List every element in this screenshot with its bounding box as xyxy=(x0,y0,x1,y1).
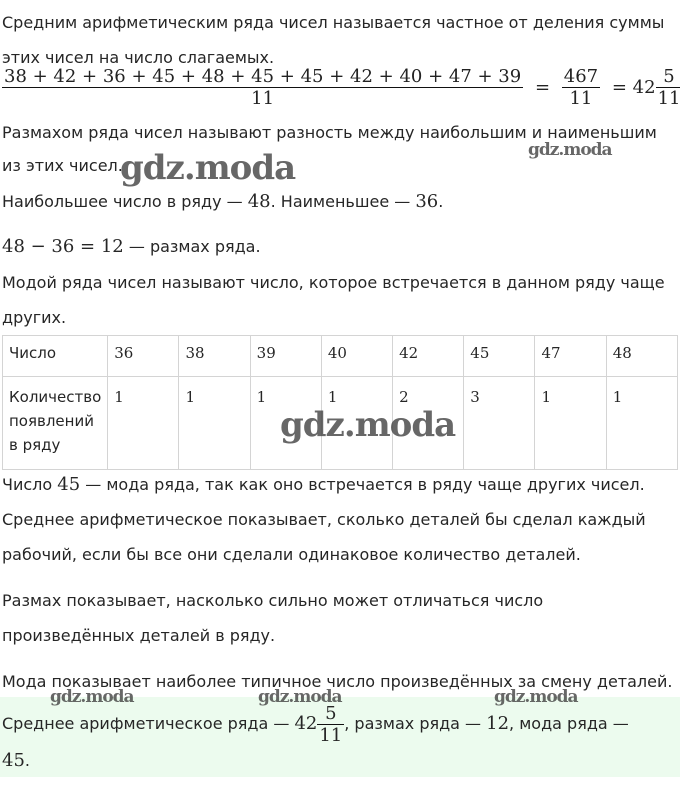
total-fraction xyxy=(562,66,600,109)
number-cell: 36 xyxy=(108,336,179,377)
number-cell: 39 xyxy=(250,336,321,377)
count-cell: 1 xyxy=(250,377,321,470)
range-expression: 48 − 36 = 12 xyxy=(2,236,124,257)
equals-sign-1: = xyxy=(534,76,551,98)
mixed-denominator: 11 xyxy=(657,88,680,109)
count-cell: 1 xyxy=(606,377,677,470)
answer-range-label: , размах ряда — xyxy=(344,714,487,733)
answer-box xyxy=(0,697,680,777)
mode-explanation: Мода показывает наиболее типичное число произведённых за смену деталей. xyxy=(2,672,673,691)
row-header-count: Количество появлений в ряду xyxy=(3,377,108,470)
answer-text xyxy=(2,703,674,780)
number-cell: 42 xyxy=(393,336,464,377)
total-numerator: 467 xyxy=(563,66,599,87)
mean-explanation-line-1: Среднее арифметическое показывает, сколько деталей бы сделал каждый xyxy=(2,510,646,529)
mean-explanation-line-2: рабочий, если бы все они сделали одинаковое количество деталей. xyxy=(2,545,581,564)
max-min-line xyxy=(2,183,678,220)
count-cell: 2 xyxy=(393,377,464,470)
range-definition-line-2: из этих чисел. xyxy=(2,156,123,175)
number-cell: 38 xyxy=(179,336,250,377)
answer-mean-numerator: 5 xyxy=(317,703,344,725)
min-value: 36 xyxy=(415,191,439,212)
watermark-logo: gdz.moda xyxy=(120,148,296,188)
count-cell: 1 xyxy=(108,377,179,470)
mode-value: 45 xyxy=(57,474,81,495)
number-cell: 47 xyxy=(535,336,606,377)
count-cell: 1 xyxy=(179,377,250,470)
watermark-logo: gdz.moda xyxy=(528,140,612,160)
mixed-whole: = 42 xyxy=(611,76,656,98)
answer-period: . xyxy=(24,751,30,770)
row-header-number: Число xyxy=(3,336,108,377)
period: . xyxy=(438,192,444,211)
mean-explanation xyxy=(2,501,678,573)
sum-denominator: 11 xyxy=(251,88,275,109)
count-cell: 3 xyxy=(464,377,535,470)
number-cell: 45 xyxy=(464,336,535,377)
count-cell: 1 xyxy=(321,377,392,470)
answer-mean-denominator: 11 xyxy=(319,725,343,746)
answer-mode-value: 45 xyxy=(2,750,25,771)
mode-definition xyxy=(2,264,678,336)
mean-definition-line-2: этих чисел на число слагаемых. xyxy=(2,48,275,67)
range-calculation-text: — размах ряда. xyxy=(123,237,261,256)
answer-mode-label: , мода ряда — xyxy=(509,714,629,733)
watermark-logo: gdz.moda xyxy=(494,687,578,707)
max-value: 48 xyxy=(247,191,271,212)
range-definition-line-1: Размахом ряда чисел называют разность между наибольшим и наименьшим xyxy=(2,123,657,142)
answer-mean-whole: 42 xyxy=(294,713,318,734)
range-explanation-line-2: произведённых деталей в ряду. xyxy=(2,626,276,645)
mixed-numerator: 5 xyxy=(656,66,680,88)
range-explanation xyxy=(2,582,678,654)
total-denominator: 11 xyxy=(569,88,593,109)
min-label: . Наименьшее — xyxy=(270,192,416,211)
answer-mean-label: Среднее арифметическое ряда — xyxy=(2,714,295,733)
answer-mean-fraction xyxy=(317,703,344,746)
answer-line-2 xyxy=(2,742,674,780)
sum-numerator: 38 + 42 + 36 + 45 + 48 + 45 + 45 + 42 + 40 + 47 + 39 xyxy=(4,66,522,87)
mode-definition-line-1: Модой ряда чисел называют число, которое встречается в данном ряду чаще xyxy=(2,273,665,292)
watermark-logo: gdz.moda xyxy=(258,687,342,707)
count-cell: 1 xyxy=(535,377,606,470)
range-calculation xyxy=(2,228,678,265)
frequency-table xyxy=(2,335,678,470)
mode-definition-line-2: других. xyxy=(2,308,67,327)
table-row-numbers xyxy=(3,336,678,377)
mean-definition-line-1: Средним арифметическим ряда чисел называется частное от деления суммы xyxy=(2,13,665,32)
watermark-logo: gdz.moda xyxy=(50,687,134,707)
mixed-fraction xyxy=(656,66,680,109)
mode-line-prefix: Число xyxy=(2,475,58,494)
mean-formula xyxy=(2,66,678,116)
sum-fraction xyxy=(2,66,523,109)
range-explanation-line-1: Размах показывает, насколько сильно может отличаться число xyxy=(2,591,544,610)
max-label: Наибольшее число в ряду — xyxy=(2,192,248,211)
number-cell: 40 xyxy=(321,336,392,377)
number-cell: 48 xyxy=(606,336,677,377)
answer-range-value: 12 xyxy=(486,713,510,734)
mode-line xyxy=(2,466,678,503)
mode-line-suffix: — мода ряда, так как оно встречается в ряду чаще других чисел. xyxy=(80,475,645,494)
watermark-logo: gdz.moda xyxy=(280,405,456,445)
